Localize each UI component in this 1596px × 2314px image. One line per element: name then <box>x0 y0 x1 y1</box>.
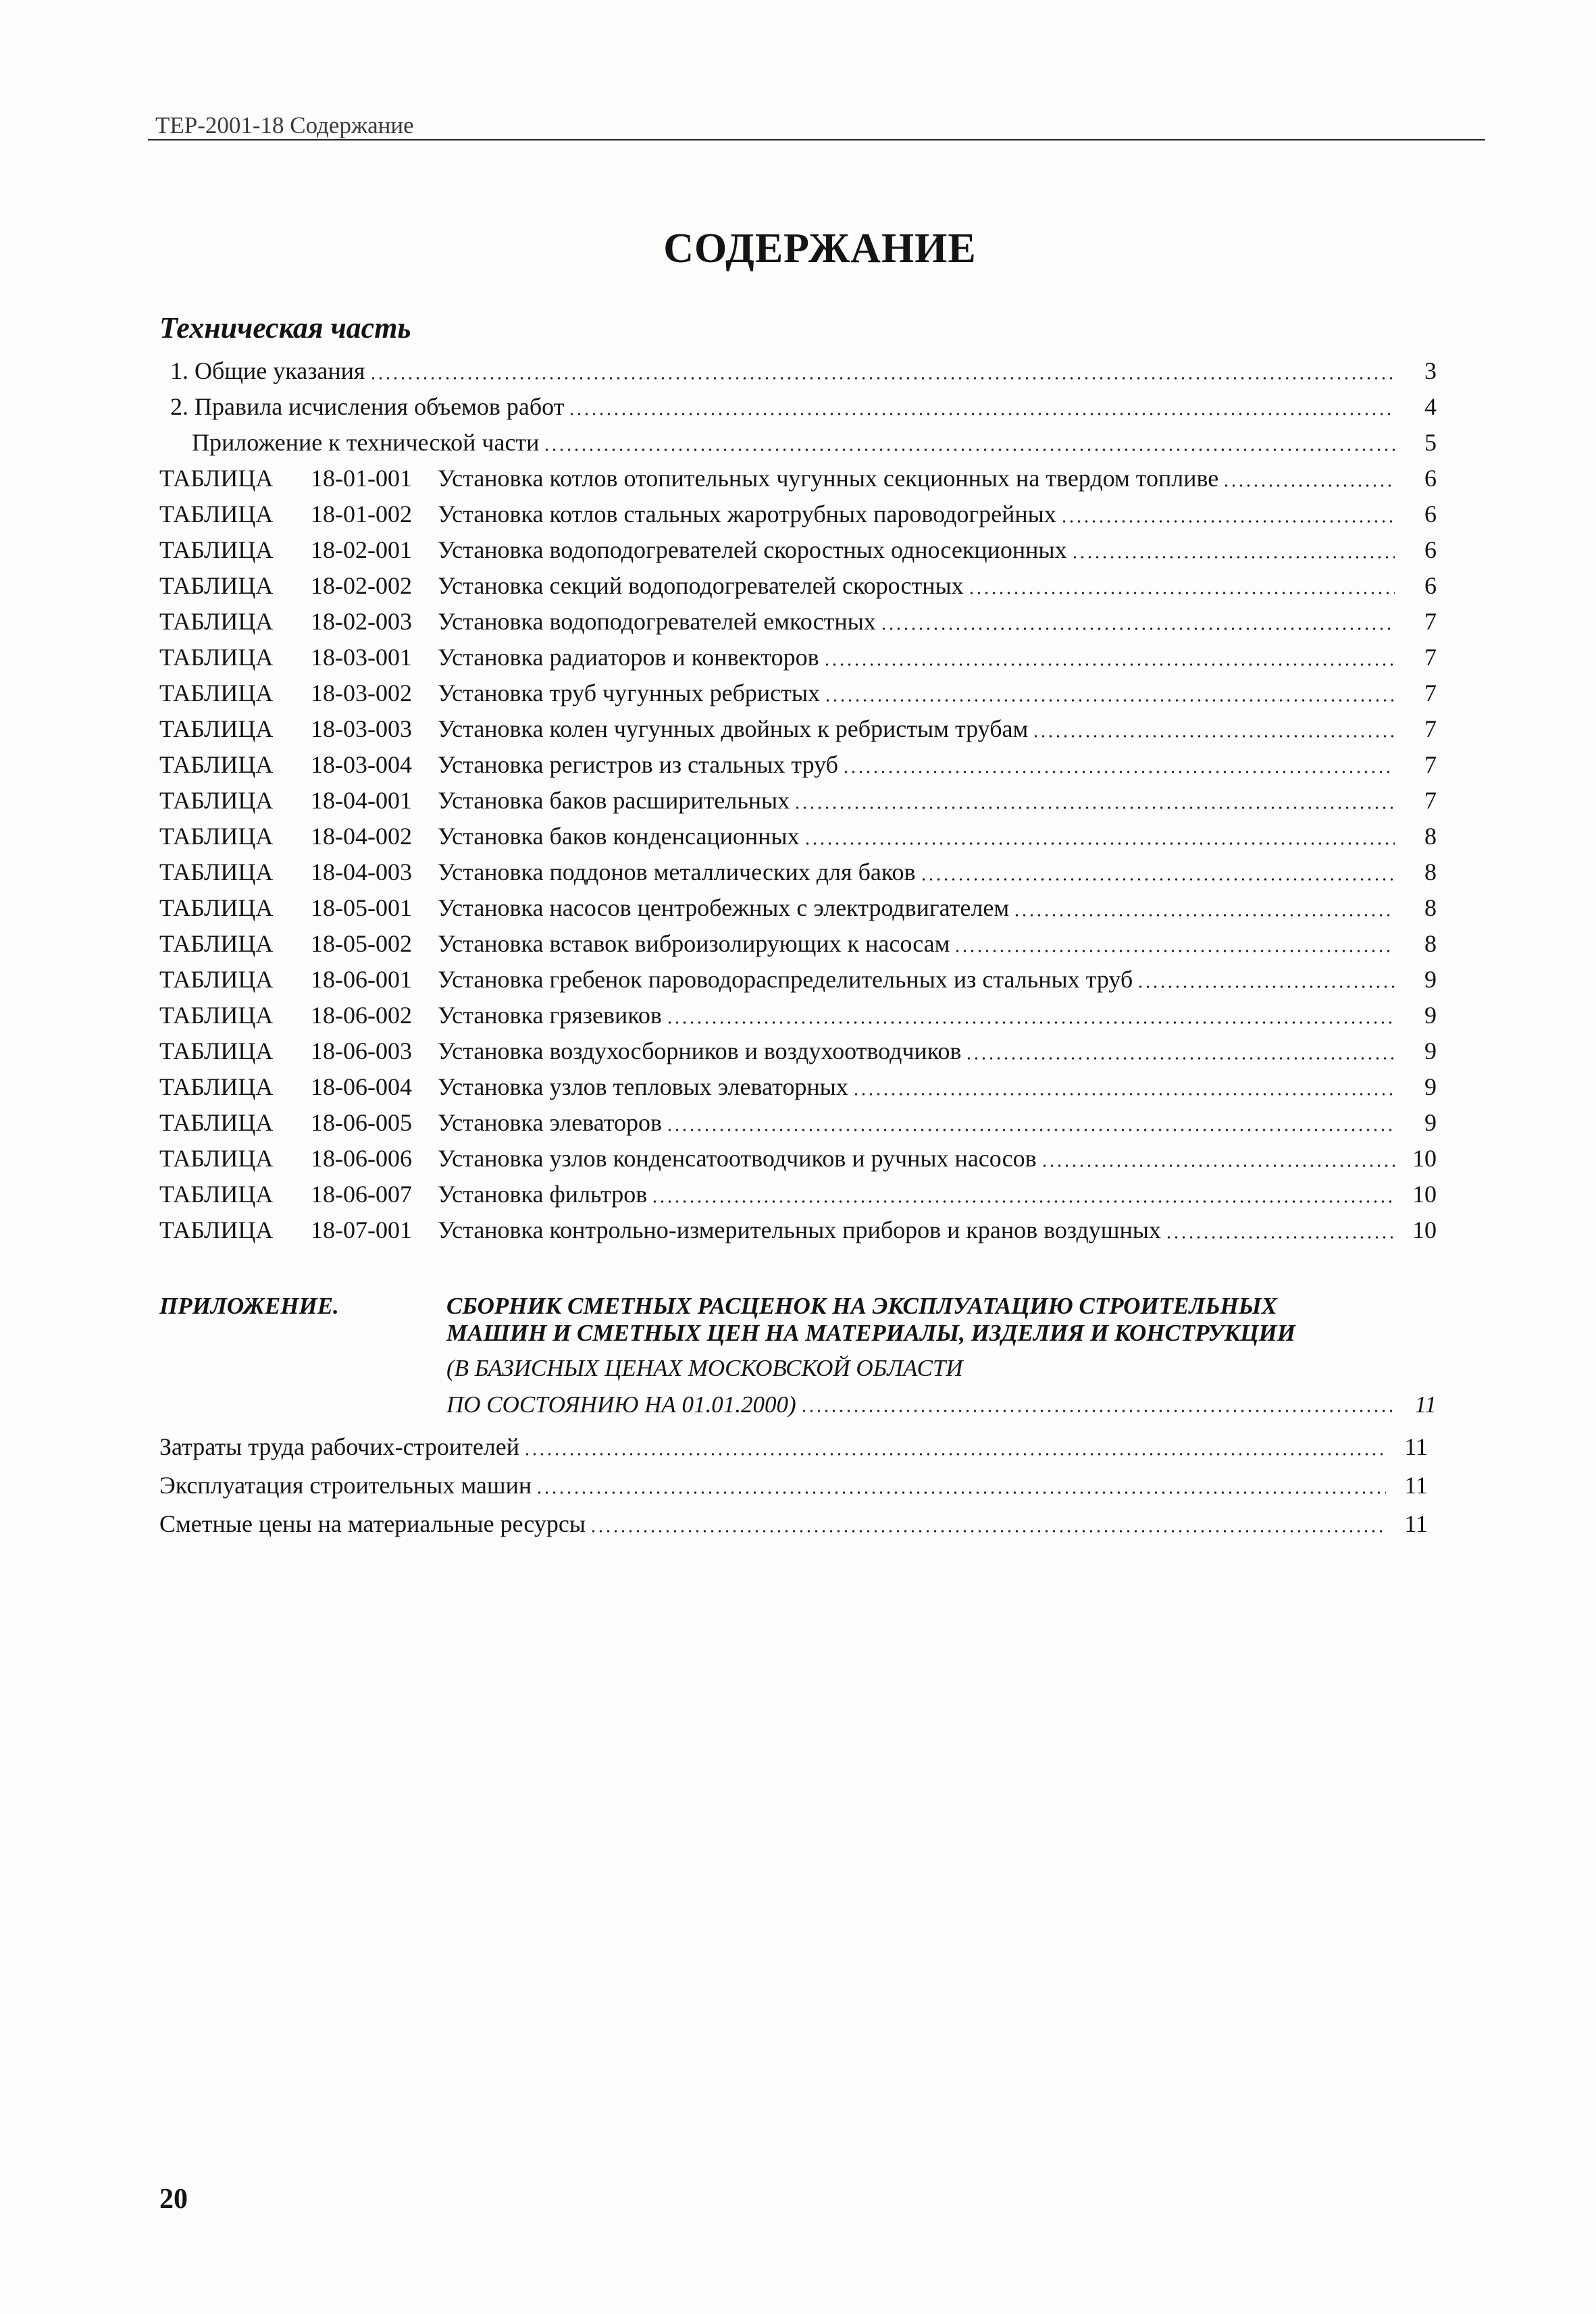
page-ref: 6 <box>1424 465 1437 492</box>
table-code: 18-06-002 <box>311 1002 412 1029</box>
header-rule <box>148 139 1485 140</box>
table-code: 18-02-003 <box>311 608 412 635</box>
appendix-title-line: (В БАЗИСНЫХ ЦЕНАХ МОСКОВСКОЙ ОБЛАСТИ <box>446 1355 963 1381</box>
table-row <box>159 532 1437 568</box>
dot-leader <box>568 389 1395 425</box>
table-code: 18-03-004 <box>311 751 412 778</box>
table-title: Установка грязевиков <box>438 1002 662 1029</box>
dot-leader <box>1013 890 1395 926</box>
dot-leader <box>1041 1141 1395 1177</box>
table-row <box>159 1177 1437 1212</box>
page-ref: 7 <box>1424 751 1437 778</box>
dot-leader <box>954 926 1395 962</box>
table-title: Установка котлов отопительных чугунных секционных на твердом топливе <box>438 465 1219 492</box>
table-code: 18-04-002 <box>311 823 412 850</box>
dot-leader <box>1222 461 1395 496</box>
page-ref: 7 <box>1424 715 1437 742</box>
table-row <box>159 1069 1437 1105</box>
table-label: ТАБЛИЦА <box>159 608 274 635</box>
table-row <box>159 604 1437 640</box>
page-ref: 6 <box>1424 500 1437 528</box>
table-title: Установка фильтров <box>438 1181 648 1208</box>
dot-leader <box>1165 1212 1395 1248</box>
page-ref: 11 <box>1404 1472 1428 1499</box>
page-ref: 9 <box>1424 1073 1437 1100</box>
table-of-contents <box>159 353 1437 1248</box>
table-code: 18-05-001 <box>311 894 412 921</box>
table-title: Установка секций водоподогревателей скоростных <box>438 572 964 599</box>
table-code: 18-04-003 <box>311 858 412 885</box>
table-code: 18-03-003 <box>311 715 412 742</box>
toc-item-text: 1. Общие указания <box>170 357 365 384</box>
table-title: Установка баков конденсационных <box>438 823 800 850</box>
table-label: ТАБЛИЦА <box>159 1181 274 1208</box>
table-title: Установка баков расширительных <box>438 787 790 814</box>
page-ref: 8 <box>1424 823 1437 850</box>
table-row <box>159 926 1437 962</box>
page-ref: 6 <box>1424 572 1437 599</box>
page-ref: 7 <box>1424 787 1437 814</box>
page-ref: 11 <box>1404 1510 1428 1537</box>
table-label: ТАБЛИЦА <box>159 930 274 957</box>
appendix-item <box>159 1428 1428 1466</box>
table-title: Установка труб чугунных ребристых <box>438 679 821 706</box>
page-title: СОДЕРЖАНИЕ <box>663 226 977 272</box>
appendix-item-text: Затраты труда рабочих-строителей <box>159 1433 520 1460</box>
page-ref: 8 <box>1424 930 1437 957</box>
table-label: ТАБЛИЦА <box>159 536 274 563</box>
table-label: ТАБЛИЦА <box>159 1037 274 1064</box>
table-row <box>159 496 1437 532</box>
page-ref: 9 <box>1424 1037 1437 1064</box>
table-code: 18-01-002 <box>311 500 412 528</box>
table-label: ТАБЛИЦА <box>159 1073 274 1100</box>
table-row <box>159 998 1437 1033</box>
table-title: Установка элеваторов <box>438 1109 663 1136</box>
dot-leader <box>824 675 1395 711</box>
technical-part-list <box>159 353 1437 461</box>
page-ref: 11 <box>1414 1391 1437 1418</box>
dot-leader <box>804 819 1395 854</box>
table-label: ТАБЛИЦА <box>159 465 274 492</box>
page-ref: 8 <box>1424 894 1437 921</box>
table-title: Установка насосов центробежных с электродвигателем <box>438 894 1010 921</box>
dot-leader <box>666 1105 1395 1141</box>
dot-leader <box>1071 532 1395 568</box>
table-title: Установка контрольно-измерительных приборов и кранов воздушных <box>438 1216 1161 1243</box>
table-title: Установка воздухосборников и воздухоотводчиков <box>438 1037 962 1064</box>
table-row <box>159 819 1437 854</box>
table-title: Установка узлов тепловых элеваторных <box>438 1073 848 1100</box>
table-code: 18-01-001 <box>311 465 412 492</box>
page-ref: 9 <box>1424 1002 1437 1029</box>
table-label: ТАБЛИЦА <box>159 644 274 671</box>
dot-leader <box>794 783 1395 819</box>
table-label: ТАБЛИЦА <box>159 751 274 778</box>
table-label: ТАБЛИЦА <box>159 572 274 599</box>
page-ref: 4 <box>1424 393 1437 420</box>
toc-item-text: 2. Правила исчисления объемов работ <box>170 393 565 420</box>
table-row <box>159 854 1437 890</box>
table-row <box>159 1141 1437 1177</box>
dot-leader <box>852 1069 1395 1105</box>
appendix-title-line: МАШИН И СМЕТНЫХ ЦЕН НА МАТЕРИАЛЫ, ИЗДЕЛИЯ И КОНСТРУКЦИИ <box>446 1320 1295 1346</box>
table-title: Установка регистров из стальных труб <box>438 751 838 778</box>
table-code: 18-07-001 <box>311 1216 412 1243</box>
table-code: 18-05-002 <box>311 930 412 957</box>
table-row <box>159 1212 1437 1248</box>
table-code: 18-06-006 <box>311 1145 412 1172</box>
table-label: ТАБЛИЦА <box>159 715 274 742</box>
table-title: Установка колен чугунных двойных к ребристым трубам <box>438 715 1029 742</box>
appendix-label: ПРИЛОЖЕНИЕ. <box>159 1293 339 1319</box>
running-header: ТЕР-2001-18 Содержание <box>155 112 414 138</box>
page-ref: 9 <box>1424 1109 1437 1136</box>
table-title: Установка вставок виброизолирующих к насосам <box>438 930 950 957</box>
dot-leader <box>965 1033 1395 1069</box>
table-title: Установка радиаторов и конвекторов <box>438 644 819 671</box>
dot-leader <box>651 1177 1395 1212</box>
dot-leader <box>880 604 1395 640</box>
table-row <box>159 1105 1437 1141</box>
table-label: ТАБЛИЦА <box>159 787 274 814</box>
dot-leader <box>823 640 1395 675</box>
dot-leader <box>536 1466 1386 1505</box>
appendix-items-list <box>159 1428 1428 1543</box>
table-row <box>159 568 1437 604</box>
appendix-title <box>446 1293 1437 1418</box>
appendix-title-line: СБОРНИК СМЕТНЫХ РАСЦЕНОК НА ЭКСПЛУАТАЦИЮ СТРОИТЕЛЬНЫХ <box>446 1293 1278 1319</box>
table-code: 18-06-004 <box>311 1073 412 1100</box>
table-row <box>159 747 1437 783</box>
table-row <box>159 640 1437 675</box>
page-ref: 10 <box>1412 1145 1437 1172</box>
table-label: ТАБЛИЦА <box>159 1145 274 1172</box>
table-title: Установка водоподогревателей скоростных односекционных <box>438 536 1067 563</box>
page-ref: 10 <box>1412 1216 1437 1243</box>
table-row <box>159 711 1437 747</box>
table-code: 18-04-001 <box>311 787 412 814</box>
appendix-title-line-with-page <box>446 1391 1437 1418</box>
table-row <box>159 783 1437 819</box>
page-ref: 5 <box>1424 429 1437 456</box>
page-ref: 7 <box>1424 679 1437 706</box>
table-row <box>159 1033 1437 1069</box>
dot-leader <box>800 1391 1395 1418</box>
table-row <box>159 962 1437 998</box>
section-heading-technical-part: Техническая часть <box>159 311 411 344</box>
page-ref: 3 <box>1424 357 1437 384</box>
dot-leader <box>543 425 1395 461</box>
dot-leader <box>842 747 1395 783</box>
table-code: 18-02-001 <box>311 536 412 563</box>
page-ref: 8 <box>1424 858 1437 885</box>
appendix-item <box>159 1505 1428 1543</box>
dot-leader <box>666 998 1395 1033</box>
table-title: Установка водоподогревателей емкостных <box>438 608 876 635</box>
dot-leader <box>369 353 1395 389</box>
page-ref: 6 <box>1424 536 1437 563</box>
table-label: ТАБЛИЦА <box>159 894 274 921</box>
toc-item <box>159 389 1437 425</box>
dot-leader <box>590 1505 1386 1543</box>
appendix-title-line: ПО СОСТОЯНИЮ НА 01.01.2000) <box>446 1391 796 1418</box>
dot-leader <box>920 854 1395 890</box>
toc-item <box>159 425 1437 461</box>
table-row <box>159 890 1437 926</box>
dot-leader <box>1137 962 1395 998</box>
table-row <box>159 675 1437 711</box>
table-label: ТАБЛИЦА <box>159 679 274 706</box>
table-title: Установка поддонов металлических для баков <box>438 858 916 885</box>
table-label: ТАБЛИЦА <box>159 823 274 850</box>
table-label: ТАБЛИЦА <box>159 1216 274 1243</box>
table-code: 18-06-007 <box>311 1181 412 1208</box>
page-number: 20 <box>159 2184 188 2215</box>
table-row <box>159 461 1437 496</box>
tables-list <box>159 461 1437 1248</box>
page-ref: 10 <box>1412 1181 1437 1208</box>
page-ref: 7 <box>1424 644 1437 671</box>
table-code: 18-03-001 <box>311 644 412 671</box>
table-title: Установка гребенок пароводораспределительных из стальных труб <box>438 966 1133 993</box>
appendix-item-text: Сметные цены на материальные ресурсы <box>159 1510 586 1537</box>
table-label: ТАБЛИЦА <box>159 1002 274 1029</box>
table-title: Установка котлов стальных жаротрубных пароводогрейных <box>438 500 1056 528</box>
dot-leader <box>1060 496 1395 532</box>
appendix-item-text: Эксплуатация строительных машин <box>159 1472 532 1499</box>
dot-leader <box>968 568 1395 604</box>
page-ref: 7 <box>1424 608 1437 635</box>
page-ref: 9 <box>1424 966 1437 993</box>
toc-item <box>159 353 1437 389</box>
page-ref: 11 <box>1404 1433 1428 1460</box>
dot-leader <box>523 1428 1386 1466</box>
toc-item-text: Приложение к технической части <box>192 429 540 456</box>
appendix-item <box>159 1466 1428 1505</box>
table-code: 18-03-002 <box>311 679 412 706</box>
dot-leader <box>1032 711 1395 747</box>
table-code: 18-06-003 <box>311 1037 412 1064</box>
table-title: Установка узлов конденсатоотводчиков и ручных насосов <box>438 1145 1037 1172</box>
table-label: ТАБЛИЦА <box>159 1109 274 1136</box>
table-label: ТАБЛИЦА <box>159 966 274 993</box>
table-code: 18-02-002 <box>311 572 412 599</box>
table-label: ТАБЛИЦА <box>159 500 274 528</box>
table-code: 18-06-001 <box>311 966 412 993</box>
table-label: ТАБЛИЦА <box>159 858 274 885</box>
table-code: 18-06-005 <box>311 1109 412 1136</box>
